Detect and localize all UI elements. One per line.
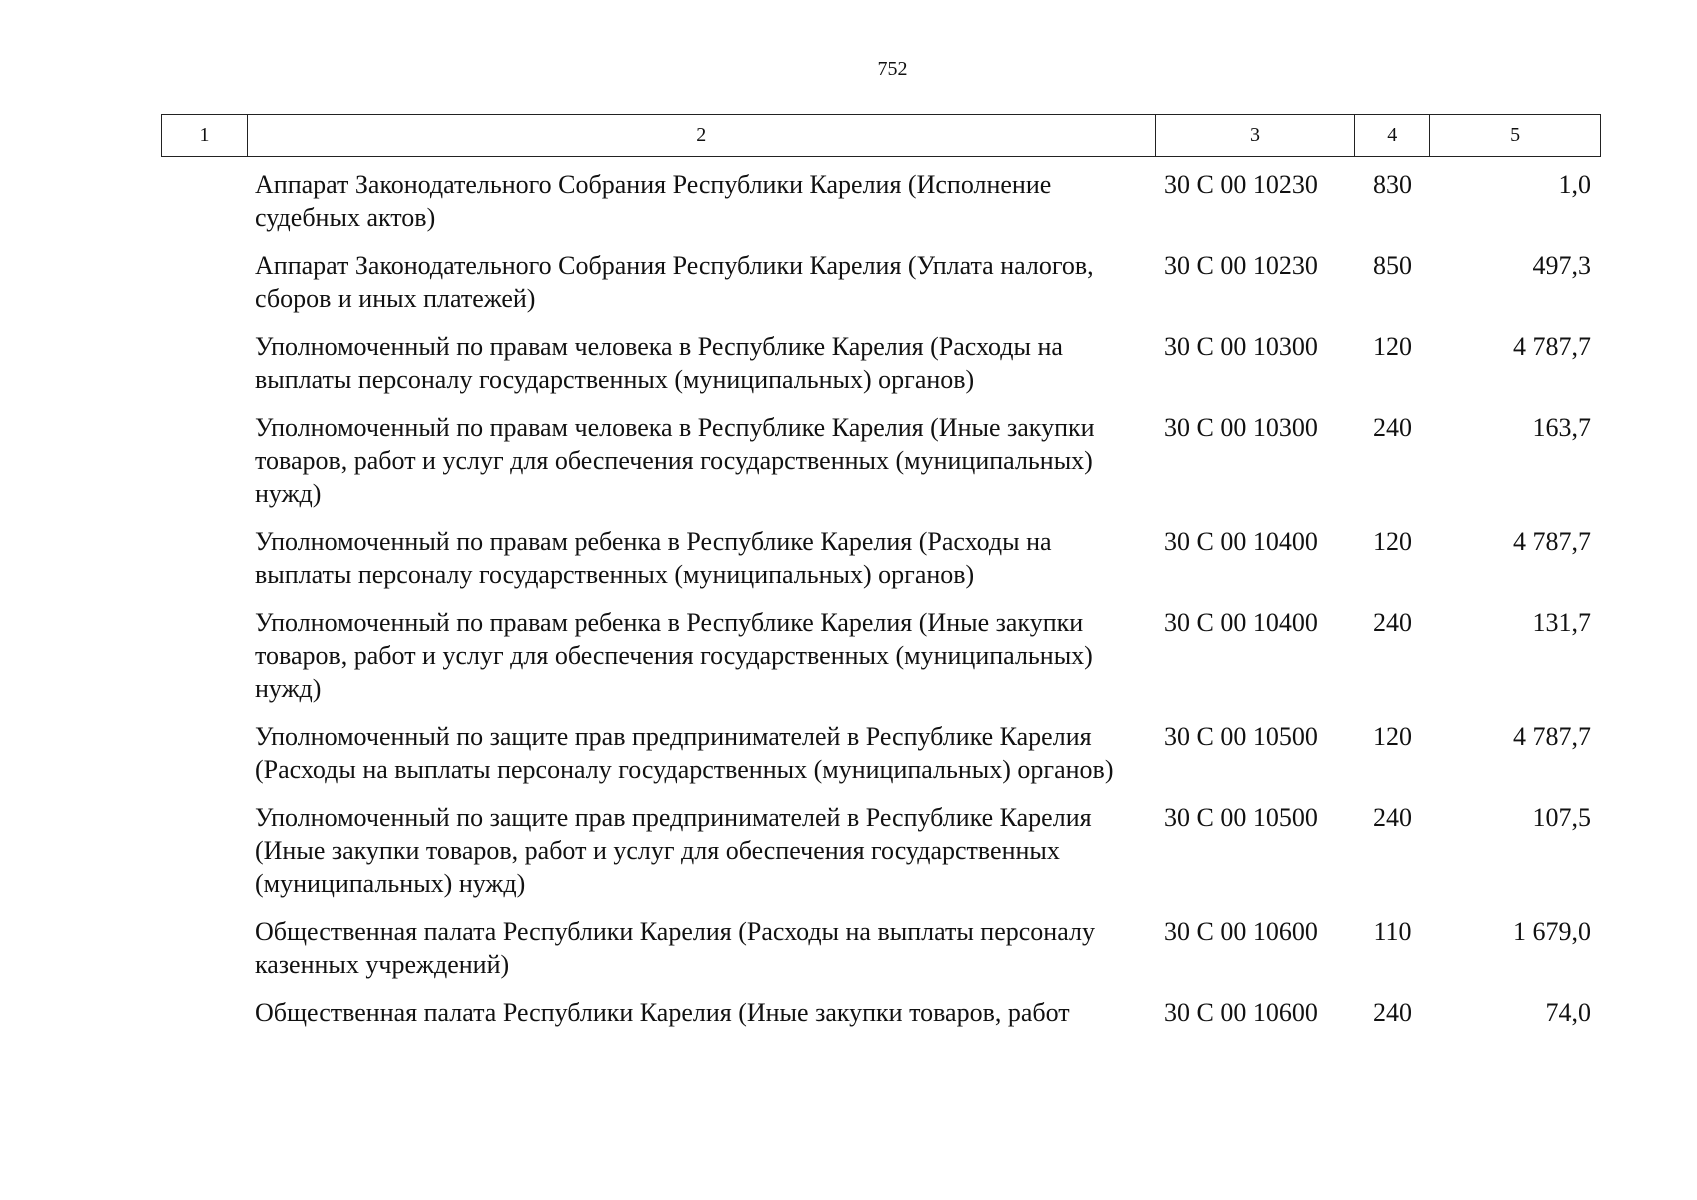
page-number: 752 bbox=[877, 58, 908, 80]
table-row bbox=[246, 168, 1601, 234]
row-code: 30 С 00 10600 bbox=[1164, 998, 1318, 1027]
column-header-3: 3 bbox=[1156, 115, 1356, 156]
row-expense-type: 120 bbox=[1373, 722, 1412, 751]
row-code: 30 С 00 10400 bbox=[1164, 527, 1318, 556]
table-row bbox=[246, 411, 1601, 510]
row-name: Общественная палата Республики Карелия (Расходы на выплаты персоналу казенных учреждений) bbox=[255, 917, 1095, 979]
row-sum: 163,7 bbox=[1532, 413, 1591, 442]
row-expense-type: 240 bbox=[1373, 803, 1412, 832]
row-code: 30 С 00 10500 bbox=[1164, 722, 1318, 751]
row-expense-type: 240 bbox=[1373, 608, 1412, 637]
row-name: Уполномоченный по правам человека в Республике Карелия (Иные закупки товаров, работ и услуг для обеспечения государственных (муниципальных) нужд) bbox=[255, 413, 1095, 508]
column-header-5: 5 bbox=[1510, 124, 1521, 146]
row-name: Общественная палата Республики Карелия (Иные закупки товаров, работ bbox=[255, 998, 1070, 1027]
row-code: 30 С 00 10230 bbox=[1164, 251, 1318, 280]
column-header-1: 1 bbox=[162, 115, 248, 156]
row-name: Уполномоченный по правам ребенка в Республике Карелия (Расходы на выплаты персоналу государственных (муниципальных) органов) bbox=[255, 527, 1052, 589]
row-name: Аппарат Законодательного Собрания Республики Карелия (Уплата налогов, сборов и иных платежей) bbox=[255, 251, 1094, 313]
table-row bbox=[246, 606, 1601, 705]
table-row bbox=[246, 996, 1601, 1029]
row-code: 30 С 00 10300 bbox=[1164, 332, 1318, 361]
row-expense-type: 850 bbox=[1373, 251, 1412, 280]
row-sum: 4 787,7 bbox=[1513, 332, 1591, 361]
row-sum: 4 787,7 bbox=[1513, 722, 1591, 751]
table-row bbox=[246, 525, 1601, 591]
row-code: 30 С 00 10230 bbox=[1164, 170, 1318, 199]
row-code: 30 С 00 10500 bbox=[1164, 803, 1318, 832]
row-sum: 4 787,7 bbox=[1513, 527, 1591, 556]
row-sum: 1,0 bbox=[1558, 170, 1591, 199]
row-code: 30 С 00 10300 bbox=[1164, 413, 1318, 442]
row-name: Уполномоченный по правам ребенка в Республике Карелия (Иные закупки товаров, работ и услуг для обеспечения государственных (муниципальных) нужд) bbox=[255, 608, 1093, 703]
row-expense-type: 240 bbox=[1373, 998, 1412, 1027]
row-name: Уполномоченный по защите прав предпринимателей в Республике Карелия (Иные закупки товаров, работ и услуг для обеспечения государственных (муниципальных) нужд) bbox=[255, 803, 1092, 898]
table-row bbox=[246, 720, 1601, 786]
row-name: Уполномоченный по защите прав предпринимателей в Республике Карелия (Расходы на выплаты персоналу государственных (муниципальных) органов) bbox=[255, 722, 1114, 784]
column-header-4: 4 bbox=[1355, 115, 1430, 156]
row-code: 30 С 00 10600 bbox=[1164, 917, 1318, 946]
row-expense-type: 110 bbox=[1373, 917, 1412, 946]
row-sum: 131,7 bbox=[1532, 608, 1591, 637]
row-code: 30 С 00 10400 bbox=[1164, 608, 1318, 637]
row-expense-type: 120 bbox=[1373, 332, 1412, 361]
row-expense-type: 120 bbox=[1373, 527, 1412, 556]
table-row bbox=[246, 249, 1601, 315]
row-name: Аппарат Законодательного Собрания Республики Карелия (Исполнение судебных актов) bbox=[255, 170, 1052, 232]
row-name: Уполномоченный по правам человека в Республике Карелия (Расходы на выплаты персоналу государственных (муниципальных) органов) bbox=[255, 332, 1063, 394]
table-column-header bbox=[161, 114, 1601, 157]
column-header-2: 2 bbox=[248, 115, 1156, 156]
table-body bbox=[246, 168, 1601, 1044]
row-sum: 1 679,0 bbox=[1513, 917, 1591, 946]
row-sum: 107,5 bbox=[1532, 803, 1591, 832]
row-sum: 497,3 bbox=[1532, 251, 1591, 280]
row-sum: 74,0 bbox=[1545, 998, 1591, 1027]
table-row bbox=[246, 801, 1601, 900]
row-expense-type: 830 bbox=[1373, 170, 1412, 199]
table-row bbox=[246, 915, 1601, 981]
row-expense-type: 240 bbox=[1373, 413, 1412, 442]
table-row bbox=[246, 330, 1601, 396]
